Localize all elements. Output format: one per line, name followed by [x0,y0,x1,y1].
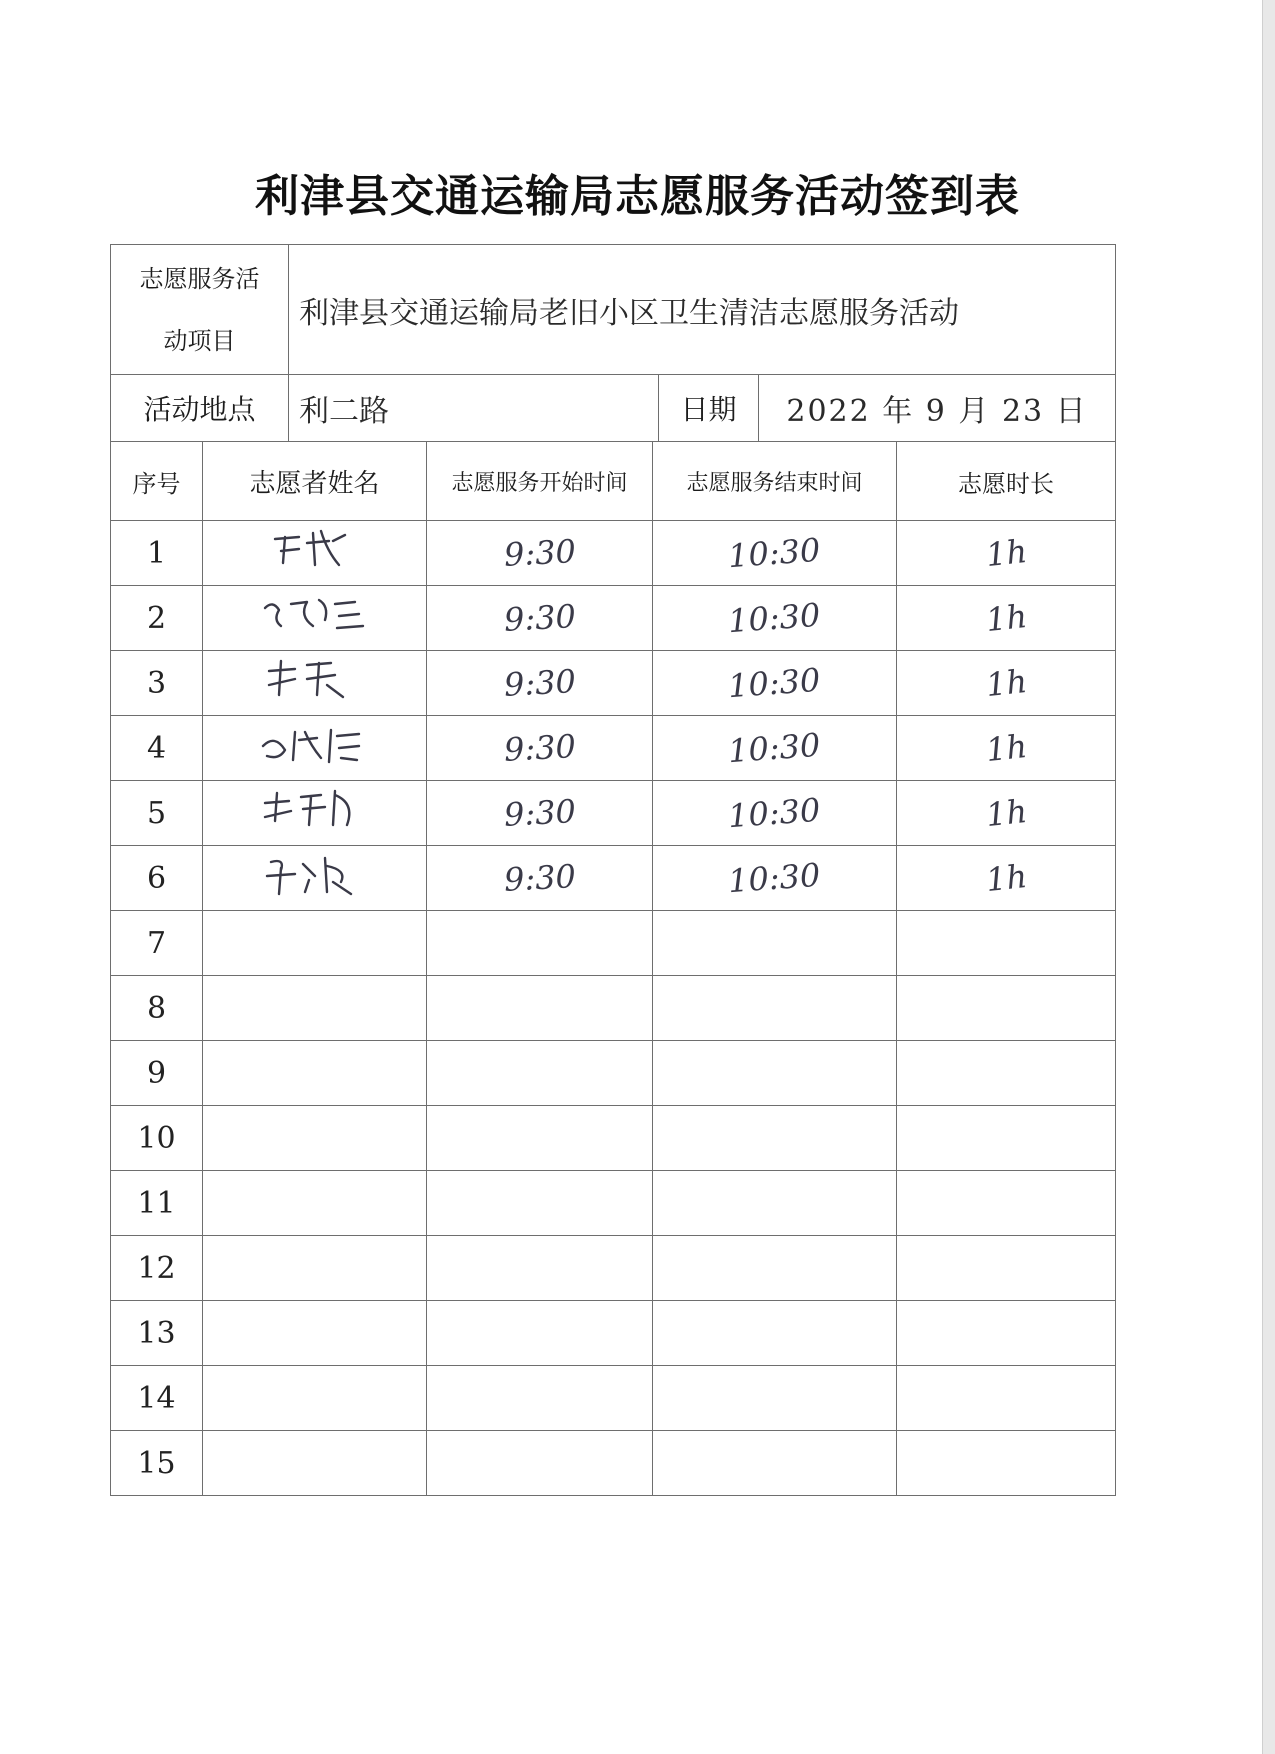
table-row [111,716,1116,781]
start-time: 9:30 [502,727,577,769]
project-value: 利津县交通运输局老旧小区卫生清洁志愿服务活动 [289,245,1116,375]
end-time-cell [653,1171,897,1236]
start-time-cell [427,586,653,651]
row-number: 4 [146,730,167,766]
row-number-cell [111,521,203,586]
row-number: 11 [137,1185,176,1221]
end-time-cell [653,1236,897,1301]
end-time-cell [653,586,897,651]
end-time: 10:30 [727,595,822,641]
duration: 1h [983,531,1029,575]
end-time-cell [653,1301,897,1366]
table-row [111,1431,1116,1496]
handwritten-signature [255,521,375,577]
project-label [111,245,289,375]
volunteer-name-cell [203,846,427,911]
volunteer-name-cell [203,716,427,781]
start-time-cell [427,1301,653,1366]
duration-cell [897,521,1116,586]
duration-cell [897,976,1116,1041]
end-time-cell [653,1431,897,1496]
handwritten-signature [255,846,375,902]
row-number: 14 [137,1380,176,1416]
volunteer-table [110,441,1116,1496]
row-number-cell [111,586,203,651]
sign-in-sheet [110,244,1115,1512]
table-row [111,1301,1116,1366]
row-number-cell [111,911,203,976]
start-time-cell [427,911,653,976]
table-row [111,651,1116,716]
duration-cell [897,911,1116,976]
project-label-line2: 动项目 [163,326,236,355]
start-time: 9:30 [502,792,577,834]
duration-cell [897,1041,1116,1106]
row-number-cell [111,1106,203,1171]
row-number-cell [111,976,203,1041]
table-row [111,521,1116,586]
activity-info-table [110,244,1116,442]
volunteer-name-cell [203,651,427,716]
row-number-cell [111,716,203,781]
table-row [111,586,1116,651]
start-time-cell [427,1041,653,1106]
row-number: 6 [146,860,167,896]
volunteer-name-cell [203,976,427,1041]
end-time: 10:30 [727,725,822,771]
header-name: 志愿者姓名 [203,442,427,521]
row-number: 7 [146,925,167,961]
table-row [111,1106,1116,1171]
start-time-cell [427,1171,653,1236]
start-time: 9:30 [502,857,577,899]
start-time-cell [427,1431,653,1496]
end-time: 10:30 [727,660,822,706]
handwritten-signature [255,781,375,837]
scan-edge [1262,0,1275,1754]
location-label: 活动地点 [111,375,289,442]
end-time-cell [653,976,897,1041]
duration-cell [897,651,1116,716]
volunteer-name-cell [203,781,427,846]
duration-cell [897,781,1116,846]
end-time-cell [653,911,897,976]
duration-cell [897,1106,1116,1171]
volunteer-name-cell [203,1431,427,1496]
table-header-row [111,442,1116,521]
row-number: 1 [146,535,167,571]
duration-cell [897,1431,1116,1496]
end-time-cell [653,716,897,781]
table-row [111,1171,1116,1236]
row-number: 3 [146,665,167,701]
start-time-cell [427,846,653,911]
project-label-line1: 志愿服务活 [139,264,260,293]
volunteer-name-cell [203,1301,427,1366]
location-value: 利二路 [289,375,659,442]
date-value: 2022 年 9 月 23 日 [759,375,1116,442]
start-time-cell [427,521,653,586]
duration-cell [897,586,1116,651]
volunteer-name-cell [203,1171,427,1236]
end-time-cell [653,651,897,716]
start-time: 9:30 [502,532,577,574]
handwritten-signature [255,716,375,772]
volunteer-name-cell [203,1366,427,1431]
end-time-cell [653,846,897,911]
row-number-cell [111,1301,203,1366]
table-row [111,976,1116,1041]
row-number-cell [111,781,203,846]
handwritten-signature [255,586,375,642]
header-start-time: 志愿服务开始时间 [427,442,653,521]
duration-cell [897,1171,1116,1236]
end-time-cell [653,781,897,846]
row-number: 9 [146,1055,167,1091]
handwritten-signature [255,651,375,707]
row-number-cell [111,1171,203,1236]
duration: 1h [983,856,1029,900]
volunteer-name-cell [203,911,427,976]
duration: 1h [983,726,1029,770]
row-number: 5 [146,795,167,831]
table-row [111,781,1116,846]
row-number-cell [111,1431,203,1496]
start-time-cell [427,1236,653,1301]
header-no: 序号 [111,442,203,521]
row-number-cell [111,1041,203,1106]
start-time-cell [427,716,653,781]
table-row [111,911,1116,976]
duration-cell [897,716,1116,781]
duration: 1h [983,661,1029,705]
row-number-cell [111,1236,203,1301]
row-number: 8 [146,990,167,1026]
table-row [111,1236,1116,1301]
start-time-cell [427,781,653,846]
duration: 1h [983,596,1029,640]
volunteer-name-cell [203,1106,427,1171]
page-title: 利津县交通运输局志愿服务活动签到表 [255,171,1020,222]
volunteer-name-cell [203,1041,427,1106]
row-number: 12 [137,1250,176,1286]
volunteer-name-cell [203,586,427,651]
row-number-cell [111,1366,203,1431]
start-time: 9:30 [502,597,577,639]
end-time: 10:30 [727,855,822,901]
duration-cell [897,1366,1116,1431]
volunteer-name-cell [203,521,427,586]
table-row [111,1366,1116,1431]
duration-cell [897,846,1116,911]
row-number: 13 [137,1315,176,1351]
table-row [111,1041,1116,1106]
start-time: 9:30 [502,662,577,704]
duration: 1h [983,791,1029,835]
row-number-cell [111,846,203,911]
end-time-cell [653,521,897,586]
row-number: 15 [137,1445,176,1481]
start-time-cell [427,1366,653,1431]
header-duration: 志愿时长 [897,442,1116,521]
end-time: 10:30 [727,530,822,576]
duration-cell [897,1301,1116,1366]
start-time-cell [427,976,653,1041]
end-time-cell [653,1041,897,1106]
end-time-cell [653,1366,897,1431]
row-number-cell [111,651,203,716]
row-number: 10 [137,1120,176,1156]
row-number: 2 [146,600,167,636]
end-time-cell [653,1106,897,1171]
duration-cell [897,1236,1116,1301]
date-label: 日期 [659,375,759,442]
volunteer-name-cell [203,1236,427,1301]
start-time-cell [427,1106,653,1171]
start-time-cell [427,651,653,716]
end-time: 10:30 [727,790,822,836]
header-end-time: 志愿服务结束时间 [653,442,897,521]
table-row [111,846,1116,911]
